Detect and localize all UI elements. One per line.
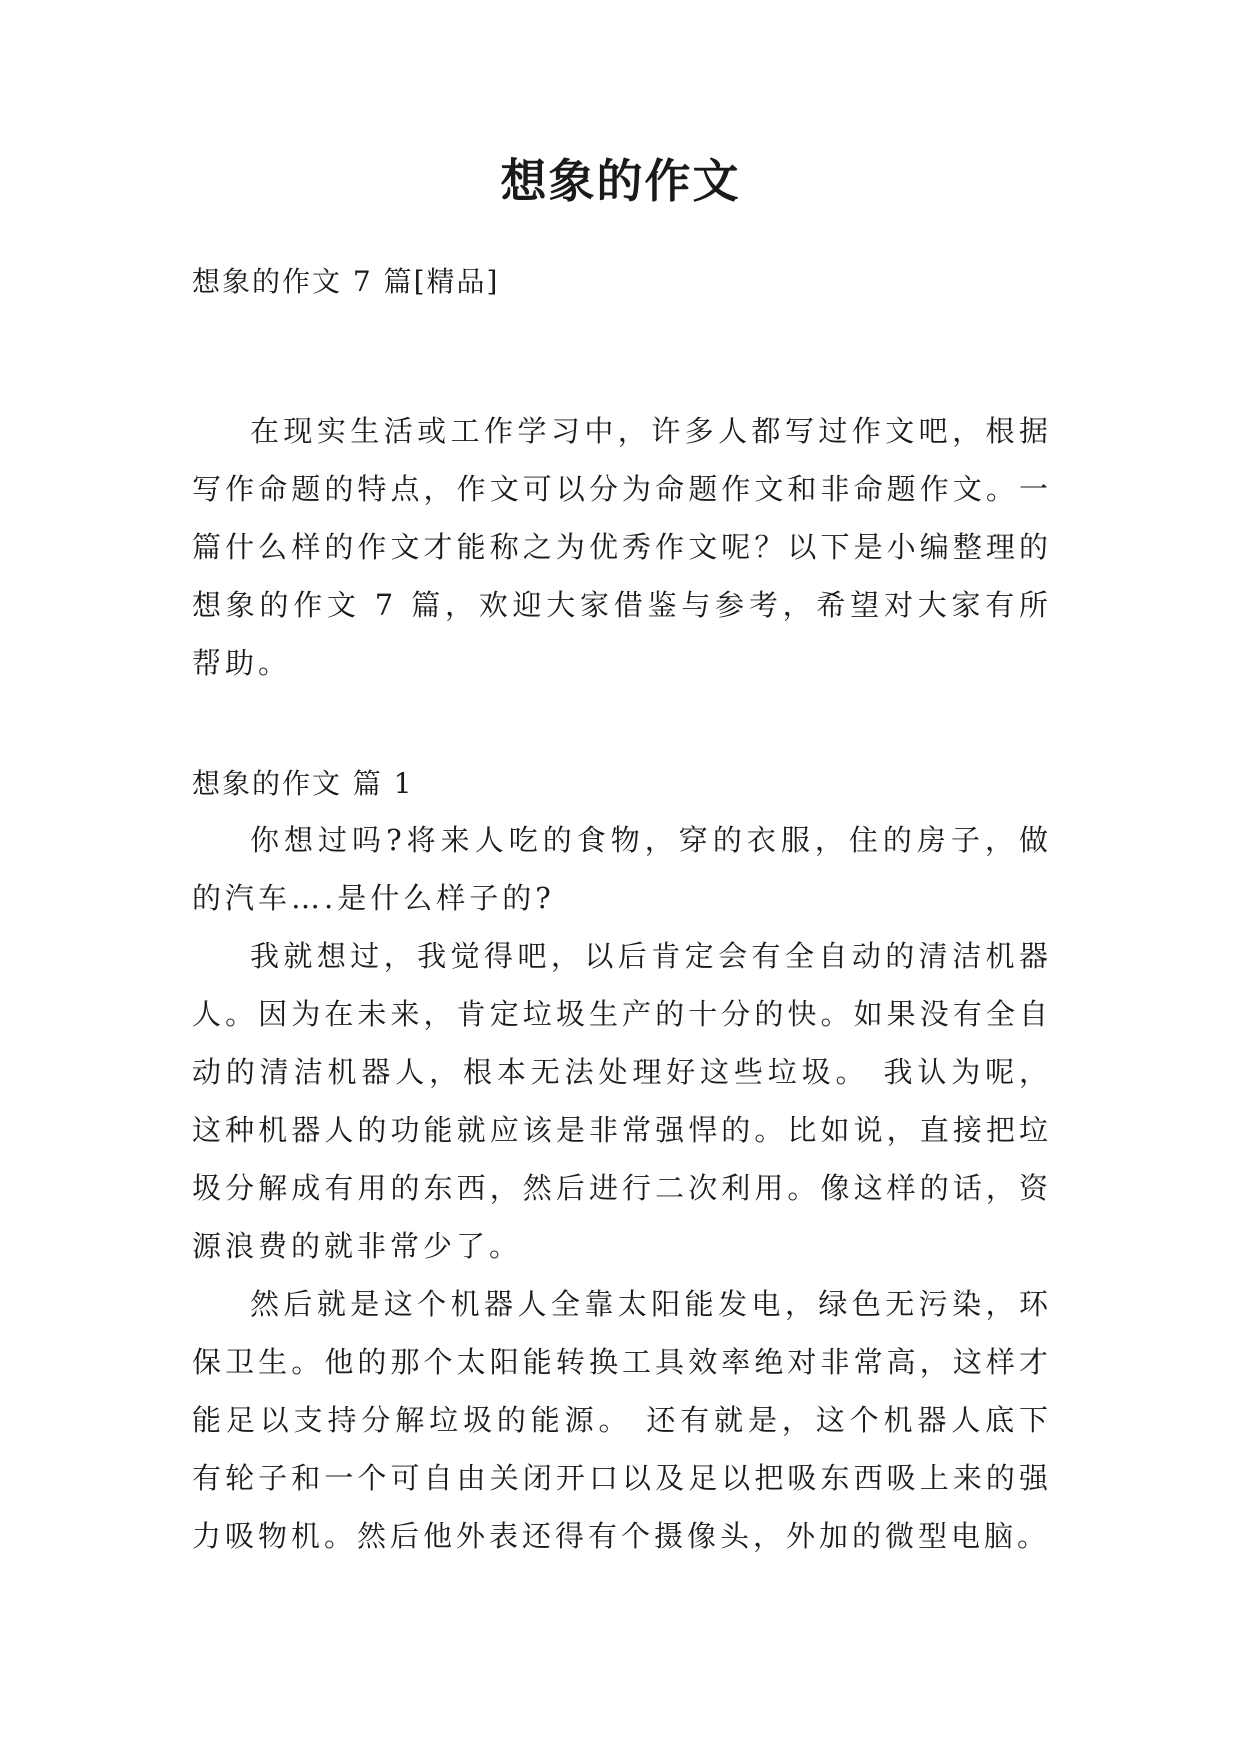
document-title: 想象的作文 (500, 154, 741, 208)
intro-paragraph: 在现实生活或工作学习中，许多人都写过作文吧，根据写作命题的特点，作文可以分为命题作文和非命题作文。一篇什么样的作文才能称之为优秀作文呢？以下是小编整理的想象的作文 7 篇，欢迎大家借鉴与参考，希望对大家有所帮助。 (192, 414, 1052, 680)
section-heading: 想象的作文 篇 1 (192, 767, 414, 800)
body-paragraph: 然后就是这个机器人全靠太阳能发电，绿色无污染，环保卫生。他的那个太阳能转换工具效率绝对非常高，这样才能足以支持分解垃圾的能源。 还有就是，这个机器人底下有轮子和一个可自由关闭开口以及足以把吸东西吸上来的强力吸物机。然后他外表还得有个摄像头，外加的微型电脑。 (192, 1287, 1052, 1553)
document-subtitle: 想象的作文 7 篇[精品] (192, 265, 500, 298)
body-paragraph: 我就想过，我觉得吧，以后肯定会有全自动的清洁机器人。因为在未来，肯定垃圾生产的十分的快。如果没有全自动的清洁机器人，根本无法处理好这些垃圾。 我认为呢，这种机器人的功能就应该是非常强悍的。比如说，直接把垃圾分解成有用的东西，然后进行二次利用。像这样的话，资源浪费的就非常少了。 (192, 939, 1052, 1263)
body-paragraph: 你想过吗?将来人吃的食物，穿的衣服，住的房子，做的汽车….是什么样子的? (192, 823, 1052, 915)
